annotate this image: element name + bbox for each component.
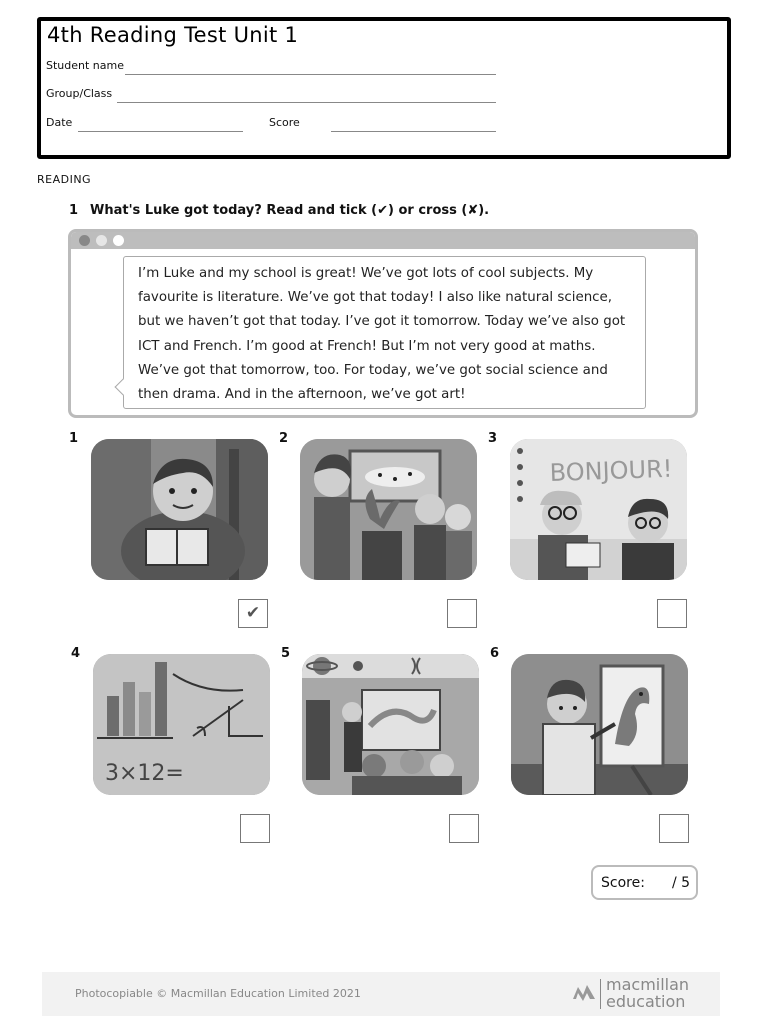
picture-natural-science <box>300 439 477 580</box>
score-header-field[interactable] <box>331 131 496 132</box>
picture-number: 4 <box>71 646 81 661</box>
window-dot-icon <box>79 235 90 246</box>
date-label: Date <box>46 116 73 129</box>
tick-box[interactable] <box>240 814 270 843</box>
board-text: BONJOUR! <box>549 454 673 487</box>
copyright-text: Photocopiable © Macmillan Education Limited 2021 <box>75 987 361 1000</box>
picture-number: 5 <box>281 646 291 661</box>
window-dot-icon <box>113 235 124 246</box>
reading-frame <box>68 229 698 418</box>
tick-box[interactable] <box>447 599 477 628</box>
picture-number: 3 <box>488 431 498 446</box>
footer <box>42 972 720 1016</box>
picture-social-science <box>302 654 479 795</box>
tick-box[interactable] <box>657 599 687 628</box>
header-box <box>37 17 731 159</box>
logo-divider <box>600 979 601 1009</box>
score-box <box>591 865 698 900</box>
picture-number: 1 <box>69 431 79 446</box>
browser-bar <box>71 232 695 249</box>
tick-box[interactable] <box>659 814 689 843</box>
picture-maths <box>93 654 270 795</box>
logo-line-1: macmillan <box>606 975 690 994</box>
question-number: 1 <box>69 203 79 218</box>
date-field[interactable] <box>78 131 243 132</box>
reading-passage: I’m Luke and my school is great! We’ve got lots of cool subjects. My favourite is literature. We’ve got that today! I also like natural science, but we haven’t got that today. I’ve got it tomorrow. Today we’ve also got ICT and French. I’m good at French! But I’m not very good at maths. We’ve got that tomorrow, too. For today, we’ve got social science and then drama. And in the afternoon, we’ve got art! <box>138 266 626 403</box>
tick-box[interactable] <box>449 814 479 843</box>
picture-art <box>511 654 688 795</box>
speech-bubble-tail <box>115 379 132 396</box>
score-header-label: Score <box>269 116 300 129</box>
student-name-label: Student name <box>46 59 124 72</box>
score-label: Score: <box>601 875 645 891</box>
group-class-field[interactable] <box>117 102 496 103</box>
question-text: What's Luke got today? Read and tick (✔) or cross (✘). <box>90 203 490 218</box>
picture-number: 6 <box>490 646 500 661</box>
picture-literature <box>91 439 268 580</box>
picture-french <box>510 439 687 580</box>
board-text: 3×12= <box>105 761 184 786</box>
tick-box[interactable]: ✔ <box>238 599 268 628</box>
test-title: 4th Reading Test Unit 1 <box>47 23 299 47</box>
macmillan-logo-icon <box>572 981 596 1003</box>
picture-number: 2 <box>279 431 289 446</box>
group-class-label: Group/Class <box>46 87 113 100</box>
macmillan-logo <box>572 976 712 1012</box>
student-name-field[interactable] <box>125 74 496 75</box>
speech-bubble <box>123 256 646 409</box>
logo-line-2: education <box>606 992 686 1011</box>
window-dot-icon <box>96 235 107 246</box>
score-total: / 5 <box>672 875 691 891</box>
logo-text <box>606 976 689 1010</box>
section-label: READING <box>37 173 92 186</box>
